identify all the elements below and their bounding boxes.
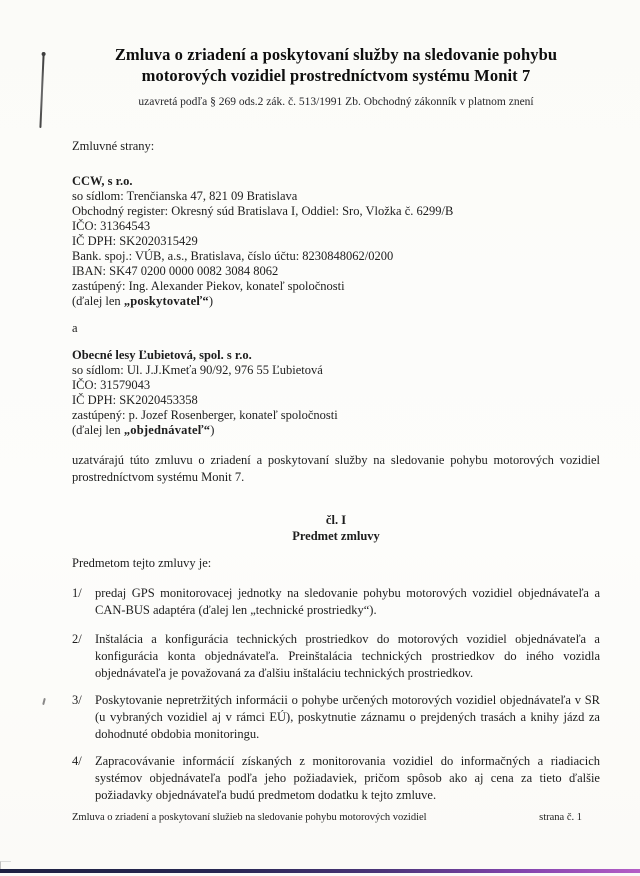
clause-2-text: Inštalácia a konfigurácia technických prostriedkov do motorových vozidiel objednávateľa a konfigurácia konta objednávateľa. Preinštalácia technických prostriedkov do iného vozidla objednávateľa je považovaná za ďalšiu inštaláciu technických prostriedkov. bbox=[95, 632, 600, 680]
clause-1 bbox=[72, 585, 600, 619]
preamble-closing-paragraph: uzatvárajú túto zmluvu o zriadení a poskytovaní služby na sledovanie pohybu motorových vozidiel prostredníctvom systému Monit 7. bbox=[72, 453, 600, 484]
party-customer-alias bbox=[72, 423, 600, 438]
clause-4 bbox=[72, 753, 600, 804]
alias-term: „poskytovateľ“ bbox=[123, 294, 209, 308]
party-provider-icdph: IČ DPH: SK2020315429 bbox=[72, 234, 198, 248]
scan-tick-artifact bbox=[42, 698, 46, 705]
alias-term: „objednávateľ“ bbox=[123, 423, 211, 437]
party-provider-ico: IČO: 31364543 bbox=[72, 219, 151, 233]
alias-suffix: ) bbox=[208, 294, 214, 308]
alias-prefix: (ďalej len bbox=[72, 294, 124, 308]
party-provider-bank: Bank. spoj.: VÚB, a.s., Bratislava, číslo účtu: 8230848062/0200 bbox=[72, 249, 394, 263]
alias-prefix: (ďalej len bbox=[72, 423, 124, 437]
pen-mark-artifact bbox=[39, 54, 44, 128]
document-title: Zmluva o zriadení a poskytovaní služby na sledovanie pohybu motorových vozidiel prostredníctvom systému Monit 7 bbox=[114, 45, 558, 85]
article-number: čl. I bbox=[325, 513, 347, 527]
party-customer-ico: IČO: 31579043 bbox=[72, 378, 151, 392]
clause-3-text: Poskytovanie nepretržitých informácii o pohybe určených motorových vozidiel objednávateľa v SR (u vybraných vozidiel aj v rámci EÚ), poskytnutie záznamu o prejdených trasách a knihy jázd za dohodnuté obdobia monitoringu. bbox=[95, 693, 600, 741]
article-title: Predmet zmluvy bbox=[292, 529, 380, 543]
party-provider-address: so sídlom: Trenčianska 47, 821 09 Bratislava bbox=[72, 189, 298, 203]
party-provider-block bbox=[72, 174, 600, 309]
scan-edge-artifact bbox=[0, 869, 640, 873]
party-provider-representative: zastúpený: Ing. Alexander Piekov, konateľ spoločnosti bbox=[72, 279, 345, 293]
party-customer-icdph: IČ DPH: SK2020453358 bbox=[72, 393, 198, 407]
article-heading bbox=[72, 512, 600, 544]
party-provider-register: Obchodný register: Okresný súd Bratislava I, Oddiel: Sro, Vložka č. 6299/B bbox=[72, 204, 454, 218]
footer-document-name: Zmluva o zriadení a poskytovaní služieb na sledovanie pohybu motorových vozidiel bbox=[72, 812, 427, 823]
clause-1-text: predaj GPS monitorovacej jednotky na sledovanie pohybu motorových vozidiel objednávateľa a CAN-BUS adaptéra (ďalej len „technické prostriedky“). bbox=[95, 586, 600, 617]
footer-page-number: strana č. 1 bbox=[539, 812, 582, 823]
clause-4-text: Zapracovávanie informácií získaných z monitorovania vozidiel do informačných a riadiacich systémov objednávateľa podľa jeho požiadaviek, pričom spôsob ako aj cena za tieto ďalšie požiadavky objednávateľa budú predmetom dodatku k tejto zmluve. bbox=[95, 754, 600, 802]
party-provider-iban: IBAN: SK47 0200 0000 0082 3084 8062 bbox=[72, 264, 279, 278]
clause-3 bbox=[72, 692, 600, 743]
clause-4-number: 4/ bbox=[72, 754, 82, 768]
document-subtitle: uzavretá podľa § 269 ods.2 zák. č. 513/1991 Zb. Obchodný zákonník v platnom znení bbox=[138, 96, 534, 108]
party-provider-alias bbox=[72, 294, 600, 309]
clause-1-number: 1/ bbox=[72, 586, 82, 600]
clause-2 bbox=[72, 631, 600, 682]
party-customer-name: Obecné lesy Ľubietová, spol. s r.o. bbox=[72, 348, 252, 362]
parties-label: Zmluvné strany: bbox=[72, 139, 155, 153]
alias-suffix: ) bbox=[210, 423, 215, 437]
party-customer-block bbox=[72, 348, 600, 438]
parties-connector: a bbox=[72, 321, 78, 335]
party-customer-representative: zastúpený: p. Jozef Rosenberger, konateľ spoločnosti bbox=[72, 408, 338, 422]
party-provider-name: CCW, s r.o. bbox=[72, 174, 133, 188]
page-footer bbox=[72, 812, 600, 823]
article-intro: Predmetom tejto zmluvy je: bbox=[72, 556, 212, 570]
party-customer-address: so sídlom: Ul. J.J.Kmeťa 90/92, 976 55 Ľubietová bbox=[72, 363, 323, 377]
clause-3-number: 3/ bbox=[72, 693, 82, 707]
clause-2-number: 2/ bbox=[72, 632, 82, 646]
